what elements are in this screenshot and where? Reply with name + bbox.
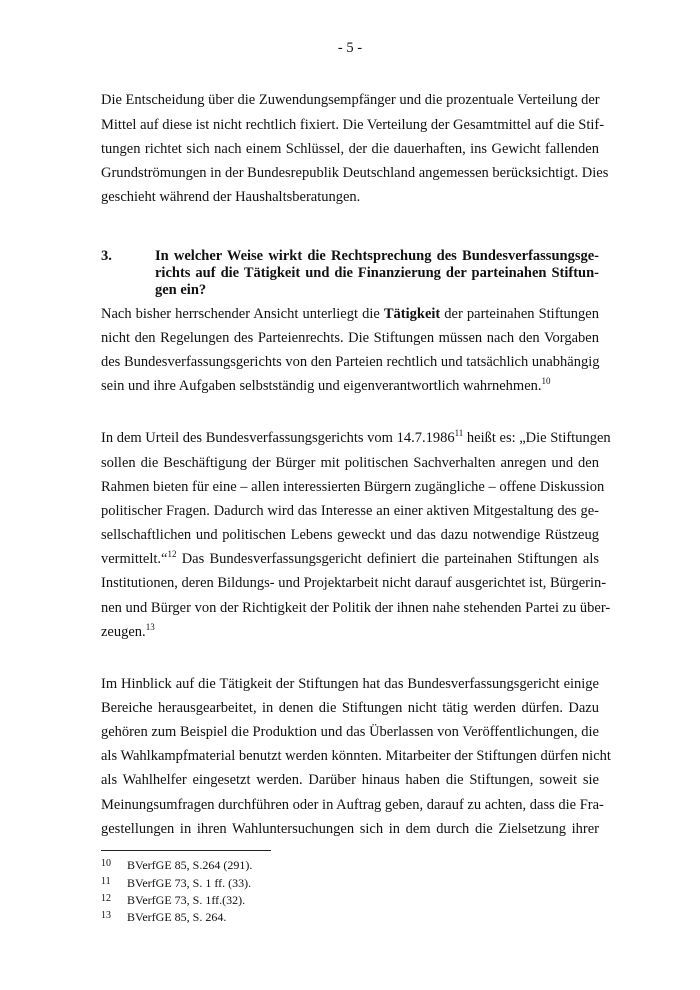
page-number: - 5 - (337, 40, 363, 56)
text-line: Nach bisher herrschender Ansicht unterliegt die Tätigkeit der parteinahen Stiftungen (101, 306, 599, 322)
footnote-ref: 13 (145, 622, 155, 633)
text-line: Mittel auf diese ist nicht rechtlich fixiert. Die Verteilung der Gesamtmittel auf die Stif- (101, 117, 605, 133)
text-line: tungen richtet sich nach einem Schlüssel, der die dauerhaften, ins Gewicht fallenden (101, 141, 599, 157)
text-line: Meinungsumfragen durchführen oder in Auftrag geben, darauf zu achten, dass die Fra- (101, 797, 604, 813)
text-line: gehören zum Beispiel die Produktion und das Überlassen von Veröffentlichungen, die (101, 724, 599, 740)
footnote (101, 858, 252, 873)
footnote-text: BVerfGE 73, S. 1 ff. (33). (127, 876, 252, 890)
text-line: Institutionen, deren Bildungs- und Projektarbeit nicht darauf ausgerichtet ist, Bürgerin- (101, 575, 607, 591)
footnote-number: 10 (101, 858, 111, 869)
text-line: als Wahlhelfer eingesetzt werden. Darüber hinaus haben die Stiftungen, soweit sie (101, 772, 599, 788)
text-line: Die Entscheidung über die Zuwendungsempfänger und die prozentuale Verteilung der (101, 92, 600, 108)
text-line: gestellungen in ihren Wahluntersuchungen sich in dem durch die Zielsetzung ihrer (101, 821, 599, 837)
text-line: politischer Fragen. Dadurch wird das Interesse an einer aktiven Mitgestaltung des ge- (101, 503, 599, 519)
text-line: zeugen.$^{13}$ (101, 622, 155, 640)
text-line: Bereiche herausgearbeitet, in denen die Stiftungen nicht tätig werden dürfen. Dazu (101, 700, 599, 716)
footnote-text: BVerfGE 85, S. 264. (127, 910, 227, 924)
text-line: des Bundesverfassungsgerichts von den Parteien rechtlich und tatsächlich unabhängig (101, 354, 600, 370)
text-line: sollen die Beschäftigung der Bürger mit politischen Sachverhalten anregen und den (101, 455, 599, 471)
footnote-ref: 11 (454, 428, 464, 439)
footnote-number: 11 (101, 876, 111, 887)
text-line: nen und Bürger von der Richtigkeit der Politik der ihnen nahe stehenden Partei zu über- (101, 600, 611, 616)
text-line: vermittelt.“$^{12}$ Das Bundesverfassungsgericht definiert die parteinahen Stiftungen als (101, 549, 599, 567)
footnote (101, 876, 251, 891)
footnote (101, 893, 245, 908)
text-line: Rahmen bieten für eine – allen interessierten Bürgern zugängliche – offene Diskussion (101, 479, 605, 495)
question-line: gen ein? (155, 282, 207, 298)
question-line: richts auf die Tätigkeit und die Finanzierung der parteinahen Stiftun- (155, 265, 599, 281)
text-line: sein und ihre Aufgaben selbstständig und eigenverantwortlich wahrnehmen.$^{10}$ (101, 376, 551, 394)
footnote-text: BVerfGE 73, S. 1ff.(32). (127, 893, 246, 907)
text-line: als Wahlkampfmaterial benutzt werden könnten. Mitarbeiter der Stiftungen dürfen nicht (101, 748, 611, 764)
footnote-ref: 10 (541, 376, 551, 387)
text-line: sellschaftlichen und politischen Lebens geweckt und das dazu notwendige Rüstzeug (101, 527, 599, 543)
text-line: geschieht während der Haushaltsberatungen. (101, 189, 361, 205)
footnote-ref: 12 (167, 549, 177, 560)
emphasis-text: Tätigkeit (383, 306, 441, 322)
question-number: 3. (101, 248, 112, 264)
text-line: In dem Urteil des Bundesverfassungsgerichts vom 14.7.1986$^{11}$ heißt es: „Die Stiftungen (101, 428, 611, 446)
text-line: Im Hinblick auf die Tätigkeit der Stiftungen hat das Bundesverfassungsgericht einige (101, 676, 599, 692)
text-line: nicht den Regelungen des Parteienrechts. Die Stiftungen müssen nach den Vorgaben (101, 330, 599, 346)
footnote-number: 12 (101, 893, 111, 904)
text-line: Grundströmungen in der Bundesrepublik Deutschland angemessen berücksichtigt. Dies (101, 165, 609, 181)
question-line: In welcher Weise wirkt die Rechtsprechung des Bundesverfassungsge- (155, 248, 599, 264)
footnote-separator (101, 850, 271, 851)
footnote-number: 13 (101, 910, 111, 921)
footnote (101, 910, 226, 925)
footnote-text: BVerfGE 85, S.264 (291). (127, 858, 253, 872)
